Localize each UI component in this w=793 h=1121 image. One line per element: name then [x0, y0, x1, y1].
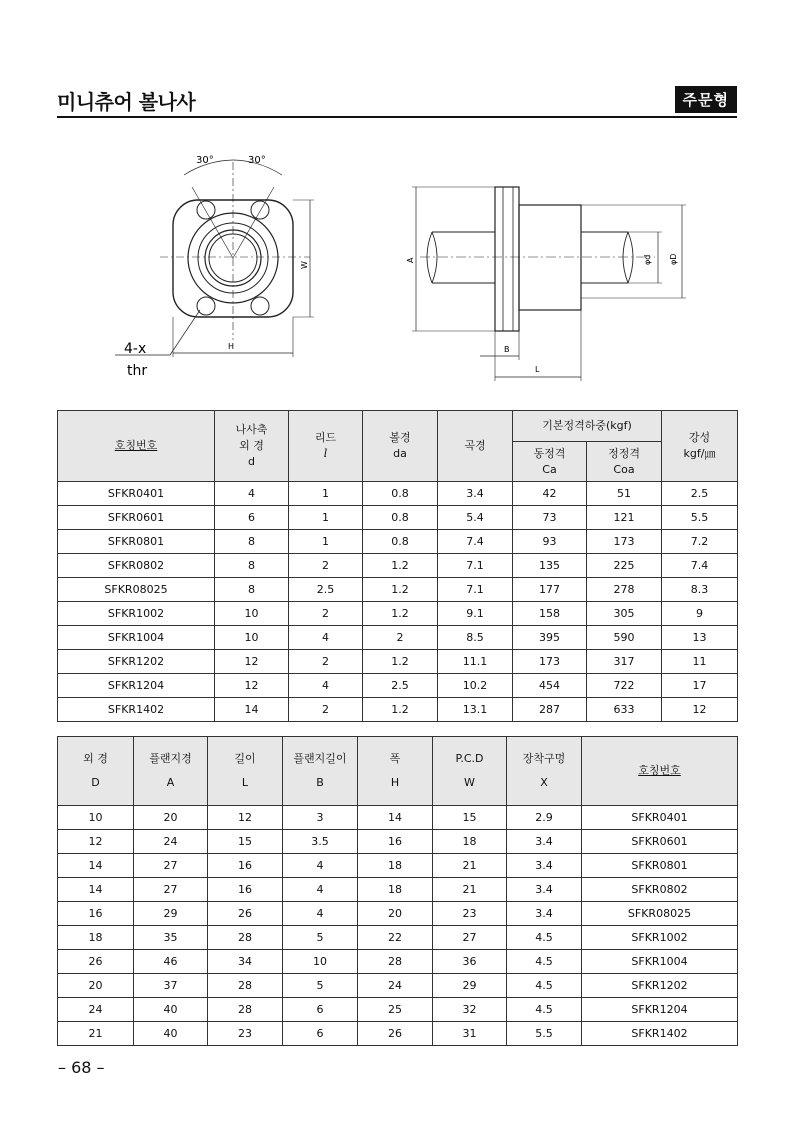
table-cell: 73	[513, 506, 587, 530]
table-cell: 305	[587, 602, 662, 626]
table-row	[58, 950, 738, 974]
table-cell: 2.5	[662, 482, 738, 506]
table-cell: 3.4	[507, 902, 582, 926]
table-cell: 2	[289, 554, 363, 578]
table-cell: 2	[289, 698, 363, 722]
table-cell: 28	[358, 950, 433, 974]
table-cell: 4.5	[507, 974, 582, 998]
table-cell: 14	[58, 878, 134, 902]
table-row	[58, 1022, 738, 1046]
table-cell: 12	[215, 674, 289, 698]
table-cell: 9.1	[438, 602, 513, 626]
page-number: – 68 –	[58, 1058, 105, 1077]
table-cell: 7.1	[438, 554, 513, 578]
header-width: 폭 H	[358, 737, 433, 806]
header-rigidity: 강성 kgf/㎛	[662, 411, 738, 482]
table-cell: 10	[215, 602, 289, 626]
table-cell: 158	[513, 602, 587, 626]
table-cell: SFKR0401	[582, 806, 738, 830]
table-cell: 10.2	[438, 674, 513, 698]
table-cell: 395	[513, 626, 587, 650]
table-cell: 3.4	[507, 878, 582, 902]
table-cell: 28	[208, 998, 283, 1022]
table-cell: SFKR1004	[58, 626, 215, 650]
table-cell: 21	[58, 1022, 134, 1046]
table-cell: 18	[433, 830, 507, 854]
table-cell: 14	[215, 698, 289, 722]
dimension-d-large-label: φD	[669, 253, 678, 265]
table-cell: 278	[587, 578, 662, 602]
table-cell: SFKR1402	[58, 698, 215, 722]
table-cell: 633	[587, 698, 662, 722]
table-cell: SFKR1002	[58, 602, 215, 626]
table-cell: 5	[283, 926, 358, 950]
table-cell: 9	[662, 602, 738, 626]
table-cell: 27	[433, 926, 507, 950]
table-cell: 7.4	[662, 554, 738, 578]
table-row	[58, 506, 738, 530]
dimension-w-label: W	[300, 261, 309, 269]
table-cell: 11.1	[438, 650, 513, 674]
table-cell: 1.2	[363, 554, 438, 578]
table-row	[58, 530, 738, 554]
table-cell: 18	[358, 878, 433, 902]
angle-left-label: 30°	[196, 155, 214, 166]
table-cell: 225	[587, 554, 662, 578]
table-cell: 46	[134, 950, 208, 974]
dimension-d-small-label: φd	[643, 254, 652, 265]
table-cell: 7.2	[662, 530, 738, 554]
table-cell: 135	[513, 554, 587, 578]
table-cell: 1.2	[363, 578, 438, 602]
table-cell: 21	[433, 878, 507, 902]
table-cell: 36	[433, 950, 507, 974]
table-cell: 14	[358, 806, 433, 830]
header-ball-dia: 볼경 da	[363, 411, 438, 482]
header-model: 호칭번호	[58, 411, 215, 482]
table-cell: 16	[58, 902, 134, 926]
table-cell: 12	[208, 806, 283, 830]
table-cell: 5.5	[662, 506, 738, 530]
table-cell: 13.1	[438, 698, 513, 722]
table-cell: SFKR1204	[582, 998, 738, 1022]
table-cell: 7.1	[438, 578, 513, 602]
table-cell: 121	[587, 506, 662, 530]
table-cell: 8.3	[662, 578, 738, 602]
table-cell: 4	[289, 626, 363, 650]
table-cell: 8	[215, 554, 289, 578]
table-cell: 29	[134, 902, 208, 926]
table-cell: 3	[283, 806, 358, 830]
table-cell: 0.8	[363, 482, 438, 506]
table-cell: SFKR08025	[58, 578, 215, 602]
table-row	[58, 974, 738, 998]
header-flange-dia: 플랜지경 A	[134, 737, 208, 806]
table-cell: 26	[208, 902, 283, 926]
page-header	[57, 86, 737, 118]
table-cell: 173	[587, 530, 662, 554]
table-cell: 93	[513, 530, 587, 554]
header-root-dia: 곡경	[438, 411, 513, 482]
table-cell: 16	[208, 854, 283, 878]
table-cell: 26	[58, 950, 134, 974]
table-cell: SFKR0801	[58, 530, 215, 554]
table-cell: 1.2	[363, 698, 438, 722]
table-cell: SFKR1202	[58, 650, 215, 674]
table-cell: 317	[587, 650, 662, 674]
table-cell: 27	[134, 854, 208, 878]
table-cell: 42	[513, 482, 587, 506]
table-cell: 5.4	[438, 506, 513, 530]
table-cell: SFKR1002	[582, 926, 738, 950]
table-cell: 1	[289, 530, 363, 554]
table-cell: 28	[208, 926, 283, 950]
table-cell: 177	[513, 578, 587, 602]
table-row	[58, 830, 738, 854]
table-cell: 8	[215, 530, 289, 554]
header-mount-hole: 장착구멍 X	[507, 737, 582, 806]
header-static: 정정격 Coa	[587, 442, 662, 482]
table-cell: 2	[289, 602, 363, 626]
table-row	[58, 926, 738, 950]
table-cell: 4	[215, 482, 289, 506]
header-outer-dia: 외 경 D	[58, 737, 134, 806]
table-cell: 17	[662, 674, 738, 698]
dimension-table	[57, 736, 738, 1046]
header-pcd: P.C.D W	[433, 737, 507, 806]
dimension-a-label: A	[406, 257, 415, 263]
table-cell: SFKR0601	[58, 506, 215, 530]
table-cell: 3.4	[438, 482, 513, 506]
table-cell: 1.2	[363, 602, 438, 626]
table-cell: 0.8	[363, 530, 438, 554]
header-dynamic: 동정격 Ca	[513, 442, 587, 482]
table-row	[58, 854, 738, 878]
table-cell: 4	[283, 878, 358, 902]
table-row	[58, 602, 738, 626]
table-cell: 287	[513, 698, 587, 722]
table-cell: 10	[58, 806, 134, 830]
dimension-l-label: L	[535, 365, 540, 374]
table-cell: SFKR1202	[582, 974, 738, 998]
table-cell: 31	[433, 1022, 507, 1046]
table-cell: 15	[433, 806, 507, 830]
front-view	[115, 160, 314, 357]
callout-thread: thr	[127, 363, 148, 379]
table-cell: 37	[134, 974, 208, 998]
table-cell: 23	[433, 902, 507, 926]
header-lead: 리드 l	[289, 411, 363, 482]
table-cell: 2	[289, 650, 363, 674]
table-cell: 40	[134, 1022, 208, 1046]
table-cell: 11	[662, 650, 738, 674]
table-row	[58, 554, 738, 578]
table-cell: 25	[358, 998, 433, 1022]
table-row	[58, 698, 738, 722]
table-cell: 4.5	[507, 950, 582, 974]
table-cell: 16	[358, 830, 433, 854]
table-cell: 4.5	[507, 998, 582, 1022]
table-cell: 2.5	[363, 674, 438, 698]
table-cell: 22	[358, 926, 433, 950]
table-cell: 0.8	[363, 506, 438, 530]
table-cell: 12	[215, 650, 289, 674]
table-cell: 2.5	[289, 578, 363, 602]
table-row	[58, 998, 738, 1022]
side-view	[412, 187, 686, 381]
table-cell: 1.2	[363, 650, 438, 674]
table-cell: 15	[208, 830, 283, 854]
table-cell: 7.4	[438, 530, 513, 554]
table-row	[58, 878, 738, 902]
table-cell: 24	[134, 830, 208, 854]
table-cell: 20	[134, 806, 208, 830]
header-shaft-od: 나사축 외 경 d	[215, 411, 289, 482]
table-cell: 20	[58, 974, 134, 998]
table-cell: 722	[587, 674, 662, 698]
table-cell: 51	[587, 482, 662, 506]
dimension-h-label: H	[228, 342, 235, 351]
table-cell: 13	[662, 626, 738, 650]
table-row	[58, 626, 738, 650]
table-cell: 590	[587, 626, 662, 650]
table-row	[58, 578, 738, 602]
header-model-2: 호칭번호	[582, 737, 738, 806]
table-cell: SFKR0401	[58, 482, 215, 506]
table-cell: 12	[662, 698, 738, 722]
table-cell: SFKR0802	[582, 878, 738, 902]
table-cell: 3.4	[507, 830, 582, 854]
table-cell: 173	[513, 650, 587, 674]
angle-right-label: 30°	[248, 155, 266, 166]
table-cell: 5	[283, 974, 358, 998]
table-cell: 5.5	[507, 1022, 582, 1046]
table-cell: 4.5	[507, 926, 582, 950]
table-cell: 40	[134, 998, 208, 1022]
table-cell: 2	[363, 626, 438, 650]
technical-drawing	[100, 145, 700, 385]
table-cell: SFKR08025	[582, 902, 738, 926]
table-cell: 34	[208, 950, 283, 974]
table-cell: 10	[215, 626, 289, 650]
dimension-b-label: B	[504, 345, 510, 354]
table-cell: 14	[58, 854, 134, 878]
table-cell: 8.5	[438, 626, 513, 650]
table-cell: 20	[358, 902, 433, 926]
table-cell: 27	[134, 878, 208, 902]
table-cell: 4	[283, 854, 358, 878]
table-cell: 32	[433, 998, 507, 1022]
table-cell: 18	[58, 926, 134, 950]
table-cell: 21	[433, 854, 507, 878]
table-cell: 6	[283, 1022, 358, 1046]
table-row	[58, 902, 738, 926]
table-row	[58, 674, 738, 698]
table-cell: 10	[283, 950, 358, 974]
specification-table	[57, 410, 738, 722]
table-cell: 24	[58, 998, 134, 1022]
table-cell: SFKR1402	[582, 1022, 738, 1046]
table-row	[58, 482, 738, 506]
table-cell: 18	[358, 854, 433, 878]
table-cell: 3.4	[507, 854, 582, 878]
table-cell: 35	[134, 926, 208, 950]
header-flange-length: 플랜지길이 B	[283, 737, 358, 806]
table-cell: SFKR0801	[582, 854, 738, 878]
table-cell: 454	[513, 674, 587, 698]
table-cell: 4	[289, 674, 363, 698]
table-cell: 26	[358, 1022, 433, 1046]
table-cell: 23	[208, 1022, 283, 1046]
order-type-badge: 주문형	[675, 86, 737, 113]
header-length: 길이 L	[208, 737, 283, 806]
table-cell: 29	[433, 974, 507, 998]
table-cell: SFKR0601	[582, 830, 738, 854]
table-cell: 4	[283, 902, 358, 926]
table-cell: 3.5	[283, 830, 358, 854]
table-cell: 8	[215, 578, 289, 602]
callout-hole-count: 4-x	[124, 341, 147, 357]
table-cell: 2.9	[507, 806, 582, 830]
header-load-rating: 기본정격하중(kgf)	[513, 411, 662, 442]
table-cell: 28	[208, 974, 283, 998]
table-cell: SFKR1204	[58, 674, 215, 698]
table-row	[58, 650, 738, 674]
table-cell: SFKR1004	[582, 950, 738, 974]
table-cell: 6	[215, 506, 289, 530]
page-title: 미니츄어 볼나사	[57, 90, 196, 114]
table-cell: SFKR0802	[58, 554, 215, 578]
table-cell: 6	[283, 998, 358, 1022]
table-cell: 16	[208, 878, 283, 902]
table-cell: 1	[289, 506, 363, 530]
table-row	[58, 806, 738, 830]
table-cell: 24	[358, 974, 433, 998]
table-cell: 12	[58, 830, 134, 854]
table-cell: 1	[289, 482, 363, 506]
